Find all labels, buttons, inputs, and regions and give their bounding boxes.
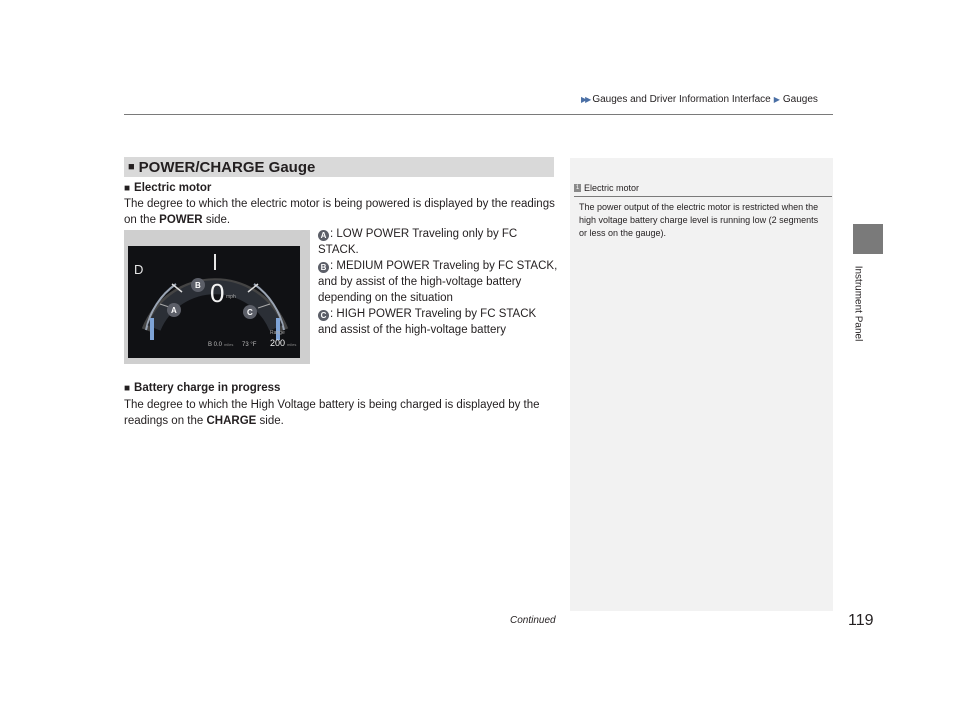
section-header — [124, 157, 554, 177]
gear-indicator: D — [134, 262, 144, 277]
badge-c-icon: C — [318, 310, 329, 321]
arrow-icon: ▶ — [773, 95, 780, 104]
header-divider — [124, 114, 833, 115]
speed-unit: mph — [226, 294, 236, 300]
square-bullet-icon: ■ — [124, 382, 131, 394]
battery-charge-paragraph: The degree to which the High Voltage battery is being charged is displayed by the readings on the CHARGE side. — [124, 399, 540, 427]
trip-readout: B 0.0 — [208, 342, 223, 348]
gauge-legend — [318, 226, 558, 338]
speed-readout: 0 — [210, 278, 225, 308]
range-unit: miles — [287, 342, 297, 347]
note-heading: 1 Electric motor — [574, 183, 832, 197]
badge-b-icon: B — [318, 262, 329, 273]
breadcrumb-item[interactable]: Gauges and Driver Information Interface — [592, 94, 771, 105]
power-charge-gauge-image — [124, 230, 310, 364]
square-bullet-icon: ■ — [124, 182, 131, 194]
electric-motor-paragraph: The degree to which the electric motor is being powered is displayed by the readings on the POWER side. — [124, 198, 555, 226]
marker-c-label: C — [247, 308, 253, 317]
temp-readout: 73 °F — [242, 342, 257, 348]
trip-unit: miles — [224, 342, 234, 347]
gauge-illustration — [124, 230, 310, 364]
square-bullet-icon: ■ — [128, 161, 135, 173]
range-value: 200 — [270, 338, 286, 348]
continued-label: Continued — [510, 615, 556, 626]
note-text: The power output of the electric motor is restricted when the high voltage battery charge level is running low (2 segments or less on the gauge). — [579, 202, 819, 238]
breadcrumb-item[interactable]: Gauges — [782, 94, 818, 105]
page-number: 119 — [848, 612, 874, 629]
range-label: Range — [270, 330, 285, 336]
double-arrow-icon: ▶▶ — [581, 95, 590, 104]
marker-b-label: B — [195, 281, 201, 290]
breadcrumb — [581, 94, 818, 105]
subheading-electric-motor: ■ Electric motor — [124, 182, 212, 194]
legend-item-b: B : MEDIUM POWER Traveling by FC STACK, and by assist of the high-voltage battery depending on the situation — [318, 260, 558, 304]
marker-a-label: A — [171, 306, 177, 315]
legend-item-a: A : LOW POWER Traveling only by FC STACK. — [318, 228, 518, 256]
badge-a-icon: A — [318, 230, 329, 241]
reference-number-icon: 1 — [575, 185, 580, 191]
section-title: POWER/CHARGE Gauge — [138, 158, 316, 176]
legend-item-c: C : HIGH POWER Traveling by FC STACK and assist of the high-voltage battery — [318, 308, 537, 336]
chapter-tab-label: Instrument Panel — [852, 265, 864, 341]
chapter-tab-marker — [853, 224, 883, 254]
subheading-battery-charge: ■ Battery charge in progress — [124, 382, 281, 394]
